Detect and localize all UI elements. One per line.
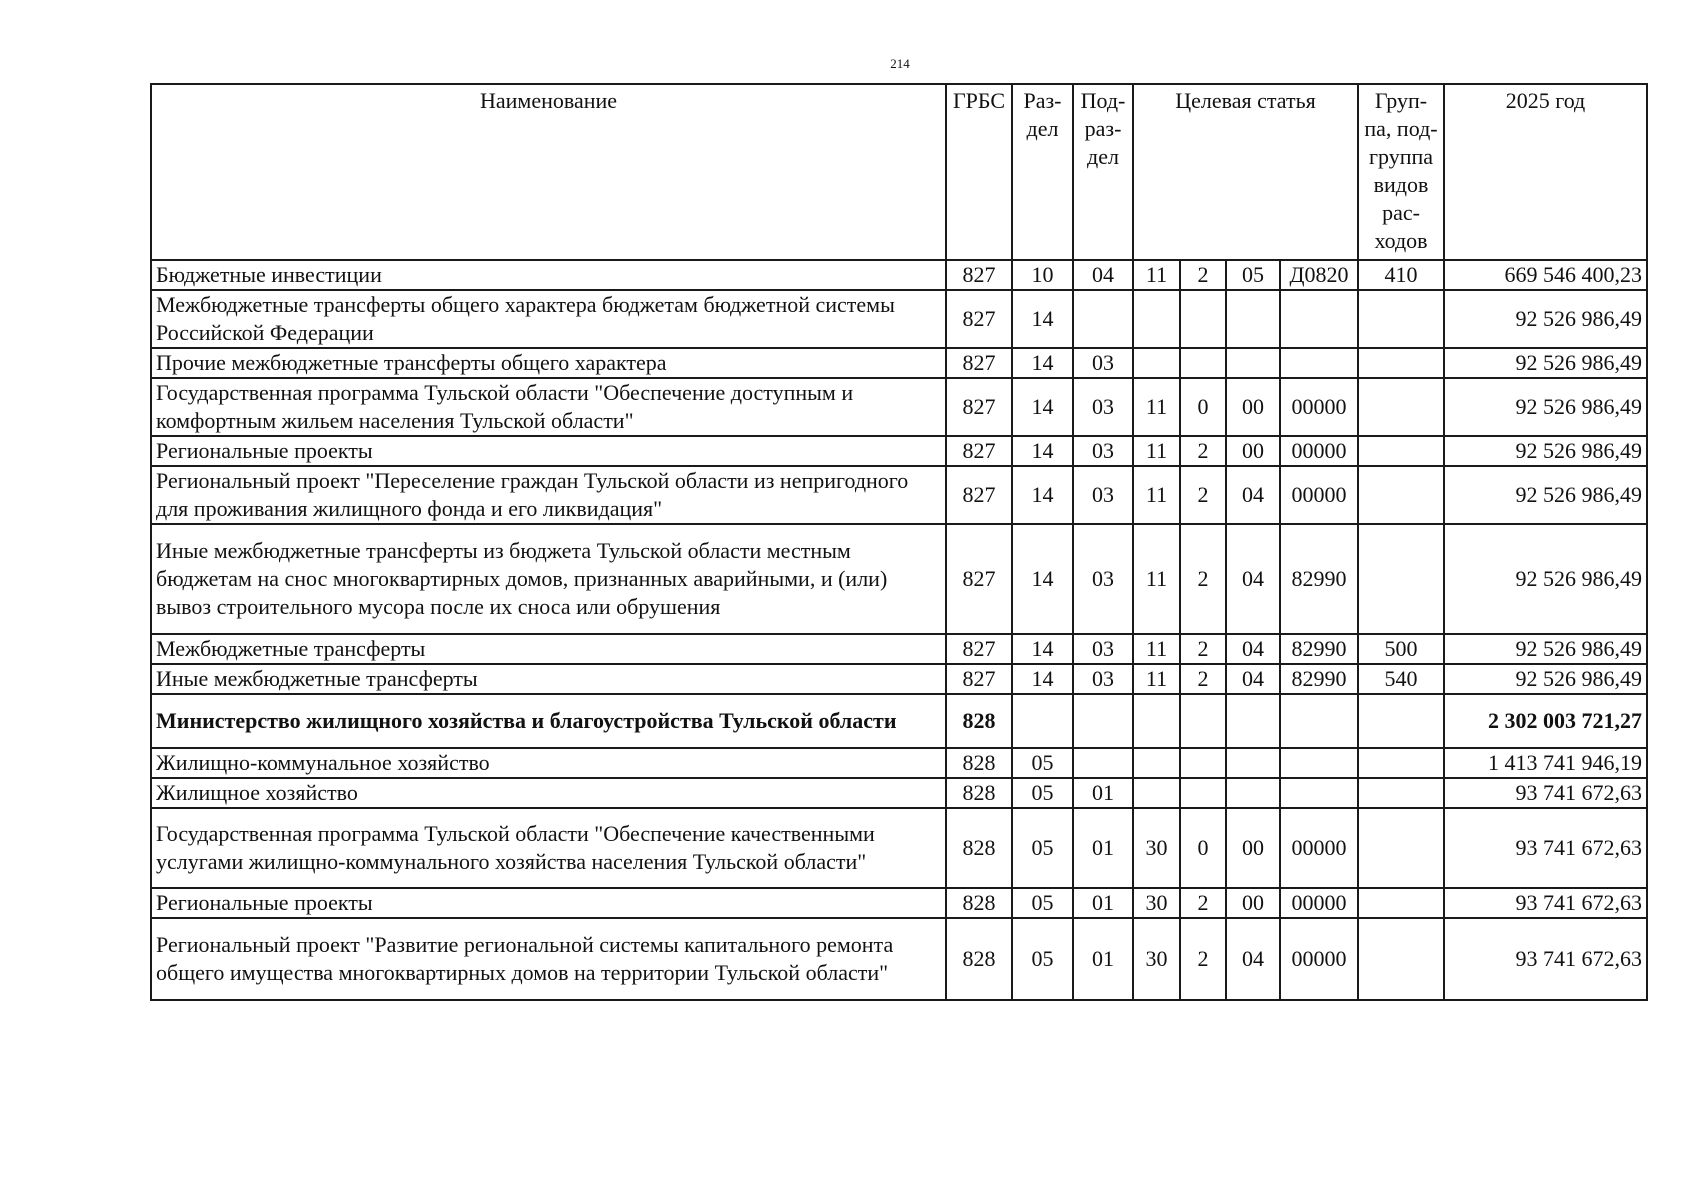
cell-target-type: 0 [1180,808,1226,888]
cell-expense-group [1358,808,1444,888]
cell-grbs: 827 [946,436,1012,466]
cell-target-direction [1280,290,1358,348]
page-number: 214 [890,56,910,71]
cell-amount: 93 741 672,63 [1444,918,1647,1000]
cell-grbs: 827 [946,524,1012,634]
cell-podrazdel: 03 [1073,466,1133,524]
cell-grbs: 828 [946,778,1012,808]
cell-name: Государственная программа Тульской области "Обеспечение доступным и комфортным жильем населения Тульской области" [151,378,946,436]
cell-podrazdel: 03 [1073,524,1133,634]
cell-expense-group [1358,524,1444,634]
cell-podrazdel: 01 [1073,918,1133,1000]
header-target-article: Целевая статья [1133,84,1358,260]
cell-razdel: 14 [1012,436,1073,466]
cell-name: Государственная программа Тульской области "Обеспечение качественными услугами жилищно-коммунального хозяйства населения Тульской области" [151,808,946,888]
cell-grbs: 827 [946,664,1012,694]
cell-razdel: 14 [1012,378,1073,436]
cell-grbs: 827 [946,466,1012,524]
cell-target-subprogram [1226,748,1280,778]
cell-target-subprogram: 00 [1226,378,1280,436]
cell-target-subprogram [1226,290,1280,348]
cell-target-program [1133,778,1180,808]
cell-expense-group [1358,748,1444,778]
table-row [151,808,1647,888]
cell-target-type: 2 [1180,436,1226,466]
cell-amount: 92 526 986,49 [1444,634,1647,664]
cell-expense-group [1358,378,1444,436]
cell-target-type [1180,694,1226,748]
cell-razdel: 14 [1012,664,1073,694]
cell-target-program: 11 [1133,524,1180,634]
cell-podrazdel [1073,694,1133,748]
cell-target-direction: 00000 [1280,436,1358,466]
cell-target-program: 11 [1133,260,1180,290]
cell-razdel: 05 [1012,748,1073,778]
cell-amount: 2 302 003 721,27 [1444,694,1647,748]
cell-grbs: 827 [946,634,1012,664]
cell-name: Иные межбюджетные трансферты [151,664,946,694]
table-row [151,888,1647,918]
cell-target-program: 30 [1133,888,1180,918]
cell-target-direction: 00000 [1280,808,1358,888]
cell-amount: 92 526 986,49 [1444,466,1647,524]
cell-podrazdel: 03 [1073,634,1133,664]
cell-name: Иные межбюджетные трансферты из бюджета Тульской области местным бюджетам на снос многоквартирных домов, признанных аварийными, и (или) вывоз строительного мусора после их сноса или обрушения [151,524,946,634]
cell-target-direction: 82990 [1280,524,1358,634]
table-header-row [151,84,1647,260]
cell-grbs: 827 [946,290,1012,348]
cell-name: Межбюджетные трансферты общего характера бюджетам бюджетной системы Российской Федерации [151,290,946,348]
cell-expense-group: 540 [1358,664,1444,694]
cell-target-type: 2 [1180,918,1226,1000]
table-row [151,634,1647,664]
cell-name: Бюджетные инвестиции [151,260,946,290]
cell-razdel: 14 [1012,348,1073,378]
cell-expense-group [1358,348,1444,378]
table-row [151,260,1647,290]
cell-razdel: 05 [1012,918,1073,1000]
cell-expense-group [1358,290,1444,348]
cell-expense-group [1358,778,1444,808]
cell-razdel: 05 [1012,888,1073,918]
cell-razdel [1012,694,1073,748]
cell-amount: 92 526 986,49 [1444,524,1647,634]
cell-target-subprogram: 00 [1226,436,1280,466]
cell-target-type: 2 [1180,260,1226,290]
cell-target-subprogram: 04 [1226,524,1280,634]
cell-amount: 92 526 986,49 [1444,378,1647,436]
cell-grbs: 828 [946,748,1012,778]
cell-grbs: 827 [946,378,1012,436]
cell-amount: 92 526 986,49 [1444,436,1647,466]
cell-target-direction: 82990 [1280,664,1358,694]
cell-grbs: 828 [946,888,1012,918]
cell-podrazdel: 01 [1073,778,1133,808]
cell-target-direction: 00000 [1280,888,1358,918]
cell-target-program [1133,694,1180,748]
cell-target-program [1133,748,1180,778]
header-razdel: Раз- дел [1012,84,1073,260]
cell-target-type: 2 [1180,524,1226,634]
cell-target-direction: 00000 [1280,466,1358,524]
cell-podrazdel [1073,290,1133,348]
cell-podrazdel: 03 [1073,378,1133,436]
cell-target-subprogram: 04 [1226,466,1280,524]
cell-target-direction: 00000 [1280,918,1358,1000]
cell-target-program: 11 [1133,664,1180,694]
cell-target-subprogram: 04 [1226,664,1280,694]
table-row [151,778,1647,808]
cell-razdel: 10 [1012,260,1073,290]
cell-target-program [1133,348,1180,378]
cell-expense-group [1358,466,1444,524]
cell-target-subprogram [1226,694,1280,748]
cell-amount: 1 413 741 946,19 [1444,748,1647,778]
cell-amount: 93 741 672,63 [1444,888,1647,918]
cell-target-direction [1280,748,1358,778]
cell-target-subprogram: 00 [1226,888,1280,918]
cell-target-program: 30 [1133,918,1180,1000]
header-name: Наименование [151,84,946,260]
header-amount-2025: 2025 год [1444,84,1647,260]
cell-target-direction: Д0820 [1280,260,1358,290]
cell-expense-group [1358,694,1444,748]
cell-expense-group [1358,436,1444,466]
table-row [151,694,1647,748]
cell-target-direction [1280,348,1358,378]
cell-razdel: 14 [1012,524,1073,634]
table-row [151,466,1647,524]
cell-target-program: 11 [1133,378,1180,436]
cell-podrazdel: 01 [1073,808,1133,888]
header-podrazdel: Под- раз- дел [1073,84,1133,260]
cell-target-type [1180,748,1226,778]
cell-name: Жилищно-коммунальное хозяйство [151,748,946,778]
cell-target-program: 11 [1133,436,1180,466]
cell-target-type: 2 [1180,634,1226,664]
cell-target-type [1180,348,1226,378]
cell-podrazdel: 03 [1073,348,1133,378]
cell-target-type: 2 [1180,664,1226,694]
cell-amount: 92 526 986,49 [1444,290,1647,348]
cell-podrazdel: 03 [1073,436,1133,466]
cell-target-subprogram [1226,348,1280,378]
table-row [151,348,1647,378]
cell-target-subprogram: 05 [1226,260,1280,290]
cell-podrazdel: 04 [1073,260,1133,290]
cell-podrazdel: 03 [1073,664,1133,694]
cell-target-subprogram: 04 [1226,634,1280,664]
table-row [151,290,1647,348]
cell-grbs: 827 [946,348,1012,378]
cell-grbs: 827 [946,260,1012,290]
table-row [151,748,1647,778]
cell-expense-group: 410 [1358,260,1444,290]
table-row [151,524,1647,634]
table-row [151,918,1647,1000]
cell-target-program: 11 [1133,634,1180,664]
cell-target-subprogram [1226,778,1280,808]
cell-razdel: 14 [1012,290,1073,348]
cell-target-program: 30 [1133,808,1180,888]
cell-target-subprogram: 04 [1226,918,1280,1000]
cell-name: Региональный проект "Переселение граждан Тульской области из непригодного для проживания жилищного фонда и его ликвидация" [151,466,946,524]
cell-name: Межбюджетные трансферты [151,634,946,664]
cell-target-subprogram: 00 [1226,808,1280,888]
cell-amount: 93 741 672,63 [1444,808,1647,888]
cell-grbs: 828 [946,808,1012,888]
cell-razdel: 05 [1012,778,1073,808]
cell-razdel: 14 [1012,466,1073,524]
cell-target-direction [1280,694,1358,748]
cell-target-type: 0 [1180,378,1226,436]
cell-razdel: 05 [1012,808,1073,888]
cell-target-direction: 82990 [1280,634,1358,664]
cell-amount: 93 741 672,63 [1444,778,1647,808]
cell-target-type [1180,290,1226,348]
cell-expense-group [1358,918,1444,1000]
cell-expense-group: 500 [1358,634,1444,664]
cell-amount: 92 526 986,49 [1444,664,1647,694]
table-body [151,260,1647,1000]
cell-target-type: 2 [1180,888,1226,918]
cell-target-type: 2 [1180,466,1226,524]
header-grbs: ГРБС [946,84,1012,260]
cell-podrazdel: 01 [1073,888,1133,918]
cell-name: Министерство жилищного хозяйства и благоустройства Тульской области [151,694,946,748]
cell-name: Региональные проекты [151,888,946,918]
cell-name: Прочие межбюджетные трансферты общего характера [151,348,946,378]
cell-name: Региональный проект "Развитие региональной системы капитального ремонта общего имущества многоквартирных домов на территории Тульской области" [151,918,946,1000]
cell-target-program [1133,290,1180,348]
cell-target-program: 11 [1133,466,1180,524]
cell-target-direction: 00000 [1280,378,1358,436]
cell-grbs: 828 [946,694,1012,748]
cell-target-type [1180,778,1226,808]
cell-amount: 669 546 400,23 [1444,260,1647,290]
table-row [151,436,1647,466]
header-expense-group: Груп- па, под- группа видов рас- ходов [1358,84,1444,260]
cell-razdel: 14 [1012,634,1073,664]
table-row [151,664,1647,694]
table-row [151,378,1647,436]
cell-expense-group [1358,888,1444,918]
cell-podrazdel [1073,748,1133,778]
cell-name: Жилищное хозяйство [151,778,946,808]
cell-name: Региональные проекты [151,436,946,466]
budget-table [150,83,1648,1001]
cell-target-direction [1280,778,1358,808]
cell-amount: 92 526 986,49 [1444,348,1647,378]
cell-grbs: 828 [946,918,1012,1000]
